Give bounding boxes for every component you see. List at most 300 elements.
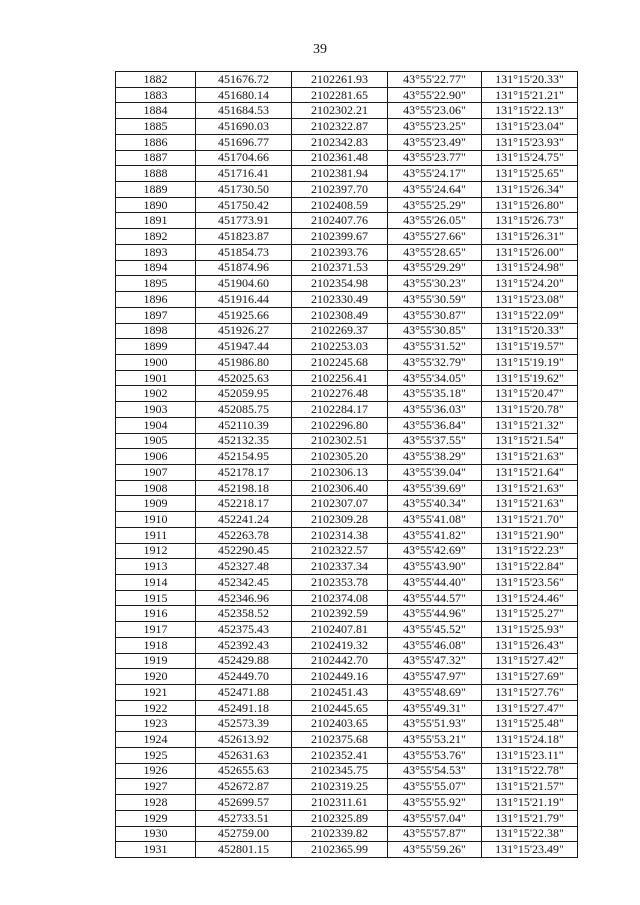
- latitude-cell: 43°55'39.69": [388, 480, 482, 496]
- longitude-cell: 131°15'20.78": [482, 402, 578, 418]
- longitude-cell: 131°15'22.84": [482, 559, 578, 575]
- x-coordinate-cell: 451750.42: [196, 197, 292, 213]
- point-number-cell: 1883: [116, 87, 196, 103]
- latitude-cell: 43°55'53.21": [388, 732, 482, 748]
- x-coordinate-cell: 451684.53: [196, 103, 292, 119]
- x-coordinate-cell: 451925.66: [196, 307, 292, 323]
- table-row: [116, 575, 578, 591]
- x-coordinate-cell: 452263.78: [196, 527, 292, 543]
- x-coordinate-cell: 452449.70: [196, 669, 292, 685]
- x-coordinate-cell: 452241.24: [196, 512, 292, 528]
- x-coordinate-cell: 451916.44: [196, 292, 292, 308]
- table-row: [116, 842, 578, 858]
- latitude-cell: 43°55'30.59": [388, 292, 482, 308]
- table-row: [116, 354, 578, 370]
- latitude-cell: 43°55'54.53": [388, 763, 482, 779]
- point-number-cell: 1912: [116, 543, 196, 559]
- longitude-cell: 131°15'22.38": [482, 826, 578, 842]
- y-coordinate-cell: 2102307.07: [292, 496, 388, 512]
- longitude-cell: 131°15'23.04": [482, 119, 578, 135]
- y-coordinate-cell: 2102371.53: [292, 260, 388, 276]
- table-row: [116, 606, 578, 622]
- longitude-cell: 131°15'24.98": [482, 260, 578, 276]
- longitude-cell: 131°15'20.33": [482, 72, 578, 88]
- latitude-cell: 43°55'43.90": [388, 559, 482, 575]
- longitude-cell: 131°15'21.79": [482, 810, 578, 826]
- point-number-cell: 1920: [116, 669, 196, 685]
- coordinates-table: [115, 71, 578, 858]
- y-coordinate-cell: 2102322.57: [292, 543, 388, 559]
- y-coordinate-cell: 2102374.08: [292, 590, 388, 606]
- y-coordinate-cell: 2102442.70: [292, 653, 388, 669]
- x-coordinate-cell: 451904.60: [196, 276, 292, 292]
- longitude-cell: 131°15'21.90": [482, 527, 578, 543]
- longitude-cell: 131°15'20.33": [482, 323, 578, 339]
- table-row: [116, 747, 578, 763]
- y-coordinate-cell: 2102352.41: [292, 747, 388, 763]
- table-row: [116, 763, 578, 779]
- y-coordinate-cell: 2102407.76: [292, 213, 388, 229]
- y-coordinate-cell: 2102302.51: [292, 433, 388, 449]
- longitude-cell: 131°15'21.54": [482, 433, 578, 449]
- longitude-cell: 131°15'26.34": [482, 182, 578, 198]
- y-coordinate-cell: 2102319.25: [292, 779, 388, 795]
- x-coordinate-cell: 452218.17: [196, 496, 292, 512]
- x-coordinate-cell: 452613.92: [196, 732, 292, 748]
- y-coordinate-cell: 2102306.40: [292, 480, 388, 496]
- x-coordinate-cell: 452375.43: [196, 622, 292, 638]
- table-row: [116, 166, 578, 182]
- point-number-cell: 1928: [116, 795, 196, 811]
- point-number-cell: 1917: [116, 622, 196, 638]
- latitude-cell: 43°55'59.26": [388, 842, 482, 858]
- y-coordinate-cell: 2102339.82: [292, 826, 388, 842]
- latitude-cell: 43°55'31.52": [388, 339, 482, 355]
- table-row: [116, 496, 578, 512]
- latitude-cell: 43°55'45.52": [388, 622, 482, 638]
- latitude-cell: 43°55'24.64": [388, 182, 482, 198]
- latitude-cell: 43°55'44.96": [388, 606, 482, 622]
- point-number-cell: 1889: [116, 182, 196, 198]
- latitude-cell: 43°55'57.87": [388, 826, 482, 842]
- latitude-cell: 43°55'55.92": [388, 795, 482, 811]
- longitude-cell: 131°15'21.21": [482, 87, 578, 103]
- table-row: [116, 197, 578, 213]
- point-number-cell: 1896: [116, 292, 196, 308]
- point-number-cell: 1914: [116, 575, 196, 591]
- table-row: [116, 307, 578, 323]
- point-number-cell: 1915: [116, 590, 196, 606]
- longitude-cell: 131°15'22.23": [482, 543, 578, 559]
- longitude-cell: 131°15'23.49": [482, 842, 578, 858]
- point-number-cell: 1908: [116, 480, 196, 496]
- latitude-cell: 43°55'47.32": [388, 653, 482, 669]
- y-coordinate-cell: 2102309.28: [292, 512, 388, 528]
- longitude-cell: 131°15'26.80": [482, 197, 578, 213]
- table-row: [116, 590, 578, 606]
- table-row: [116, 480, 578, 496]
- x-coordinate-cell: 452672.87: [196, 779, 292, 795]
- longitude-cell: 131°15'27.47": [482, 700, 578, 716]
- point-number-cell: 1897: [116, 307, 196, 323]
- latitude-cell: 43°55'23.77": [388, 150, 482, 166]
- y-coordinate-cell: 2102245.68: [292, 354, 388, 370]
- latitude-cell: 43°55'53.76": [388, 747, 482, 763]
- table-row: [116, 527, 578, 543]
- table-row: [116, 182, 578, 198]
- latitude-cell: 43°55'22.90": [388, 87, 482, 103]
- y-coordinate-cell: 2102306.13: [292, 464, 388, 480]
- table-row: [116, 370, 578, 386]
- longitude-cell: 131°15'21.32": [482, 417, 578, 433]
- y-coordinate-cell: 2102284.17: [292, 402, 388, 418]
- y-coordinate-cell: 2102296.80: [292, 417, 388, 433]
- table-row: [116, 669, 578, 685]
- longitude-cell: 131°15'24.20": [482, 276, 578, 292]
- point-number-cell: 1893: [116, 244, 196, 260]
- latitude-cell: 43°55'41.08": [388, 512, 482, 528]
- table-row: [116, 134, 578, 150]
- x-coordinate-cell: 452059.95: [196, 386, 292, 402]
- point-number-cell: 1898: [116, 323, 196, 339]
- point-number-cell: 1913: [116, 559, 196, 575]
- latitude-cell: 43°55'51.93": [388, 716, 482, 732]
- table-row: [116, 339, 578, 355]
- latitude-cell: 43°55'34.05": [388, 370, 482, 386]
- point-number-cell: 1888: [116, 166, 196, 182]
- x-coordinate-cell: 451926.27: [196, 323, 292, 339]
- point-number-cell: 1924: [116, 732, 196, 748]
- latitude-cell: 43°55'37.55": [388, 433, 482, 449]
- x-coordinate-cell: 452801.15: [196, 842, 292, 858]
- latitude-cell: 43°55'38.29": [388, 449, 482, 465]
- longitude-cell: 131°15'19.62": [482, 370, 578, 386]
- point-number-cell: 1886: [116, 134, 196, 150]
- y-coordinate-cell: 2102399.67: [292, 229, 388, 245]
- table-row: [116, 700, 578, 716]
- x-coordinate-cell: 452110.39: [196, 417, 292, 433]
- longitude-cell: 131°15'24.18": [482, 732, 578, 748]
- latitude-cell: 43°55'32.79": [388, 354, 482, 370]
- longitude-cell: 131°15'22.78": [482, 763, 578, 779]
- latitude-cell: 43°55'26.05": [388, 213, 482, 229]
- latitude-cell: 43°55'35.18": [388, 386, 482, 402]
- latitude-cell: 43°55'44.57": [388, 590, 482, 606]
- table-row: [116, 213, 578, 229]
- latitude-cell: 43°55'48.69": [388, 685, 482, 701]
- x-coordinate-cell: 452290.45: [196, 543, 292, 559]
- table-row: [116, 244, 578, 260]
- table-row: [116, 826, 578, 842]
- x-coordinate-cell: 451986.80: [196, 354, 292, 370]
- table-row: [116, 449, 578, 465]
- longitude-cell: 131°15'21.63": [482, 480, 578, 496]
- table-row: [116, 402, 578, 418]
- y-coordinate-cell: 2102353.78: [292, 575, 388, 591]
- y-coordinate-cell: 2102308.49: [292, 307, 388, 323]
- x-coordinate-cell: 451696.77: [196, 134, 292, 150]
- table-row: [116, 810, 578, 826]
- longitude-cell: 131°15'19.57": [482, 339, 578, 355]
- x-coordinate-cell: 451690.03: [196, 119, 292, 135]
- longitude-cell: 131°15'27.69": [482, 669, 578, 685]
- x-coordinate-cell: 451716.41: [196, 166, 292, 182]
- latitude-cell: 43°55'44.40": [388, 575, 482, 591]
- x-coordinate-cell: 451874.96: [196, 260, 292, 276]
- longitude-cell: 131°15'25.48": [482, 716, 578, 732]
- x-coordinate-cell: 451676.72: [196, 72, 292, 88]
- point-number-cell: 1903: [116, 402, 196, 418]
- x-coordinate-cell: 452342.45: [196, 575, 292, 591]
- x-coordinate-cell: 451947.44: [196, 339, 292, 355]
- x-coordinate-cell: 452025.63: [196, 370, 292, 386]
- x-coordinate-cell: 452429.88: [196, 653, 292, 669]
- longitude-cell: 131°15'26.00": [482, 244, 578, 260]
- longitude-cell: 131°15'25.65": [482, 166, 578, 182]
- y-coordinate-cell: 2102345.75: [292, 763, 388, 779]
- longitude-cell: 131°15'22.13": [482, 103, 578, 119]
- latitude-cell: 43°55'23.06": [388, 103, 482, 119]
- y-coordinate-cell: 2102302.21: [292, 103, 388, 119]
- x-coordinate-cell: 452491.18: [196, 700, 292, 716]
- point-number-cell: 1923: [116, 716, 196, 732]
- table-row: [116, 464, 578, 480]
- longitude-cell: 131°15'24.75": [482, 150, 578, 166]
- x-coordinate-cell: 451730.50: [196, 182, 292, 198]
- point-number-cell: 1887: [116, 150, 196, 166]
- point-number-cell: 1926: [116, 763, 196, 779]
- latitude-cell: 43°55'29.29": [388, 260, 482, 276]
- y-coordinate-cell: 2102305.20: [292, 449, 388, 465]
- coordinates-table-body: [116, 72, 578, 858]
- longitude-cell: 131°15'26.43": [482, 637, 578, 653]
- table-row: [116, 103, 578, 119]
- table-row: [116, 119, 578, 135]
- table-row: [116, 559, 578, 575]
- x-coordinate-cell: 451773.91: [196, 213, 292, 229]
- y-coordinate-cell: 2102445.65: [292, 700, 388, 716]
- x-coordinate-cell: 452358.52: [196, 606, 292, 622]
- x-coordinate-cell: 452655.63: [196, 763, 292, 779]
- table-row: [116, 653, 578, 669]
- longitude-cell: 131°15'20.47": [482, 386, 578, 402]
- x-coordinate-cell: 452573.39: [196, 716, 292, 732]
- latitude-cell: 43°55'27.66": [388, 229, 482, 245]
- longitude-cell: 131°15'27.76": [482, 685, 578, 701]
- y-coordinate-cell: 2102408.59: [292, 197, 388, 213]
- y-coordinate-cell: 2102449.16: [292, 669, 388, 685]
- table-row: [116, 716, 578, 732]
- point-number-cell: 1900: [116, 354, 196, 370]
- y-coordinate-cell: 2102322.87: [292, 119, 388, 135]
- x-coordinate-cell: 452392.43: [196, 637, 292, 653]
- x-coordinate-cell: 452471.88: [196, 685, 292, 701]
- latitude-cell: 43°55'30.85": [388, 323, 482, 339]
- y-coordinate-cell: 2102342.83: [292, 134, 388, 150]
- latitude-cell: 43°55'23.49": [388, 134, 482, 150]
- x-coordinate-cell: 452733.51: [196, 810, 292, 826]
- point-number-cell: 1911: [116, 527, 196, 543]
- point-number-cell: 1916: [116, 606, 196, 622]
- point-number-cell: 1892: [116, 229, 196, 245]
- table-row: [116, 386, 578, 402]
- point-number-cell: 1931: [116, 842, 196, 858]
- point-number-cell: 1919: [116, 653, 196, 669]
- table-row: [116, 323, 578, 339]
- point-number-cell: 1891: [116, 213, 196, 229]
- longitude-cell: 131°15'26.73": [482, 213, 578, 229]
- table-row: [116, 260, 578, 276]
- latitude-cell: 43°55'36.84": [388, 417, 482, 433]
- y-coordinate-cell: 2102261.93: [292, 72, 388, 88]
- table-row: [116, 229, 578, 245]
- point-number-cell: 1907: [116, 464, 196, 480]
- latitude-cell: 43°55'40.34": [388, 496, 482, 512]
- longitude-cell: 131°15'25.27": [482, 606, 578, 622]
- y-coordinate-cell: 2102269.37: [292, 323, 388, 339]
- y-coordinate-cell: 2102419.32: [292, 637, 388, 653]
- x-coordinate-cell: 451680.14: [196, 87, 292, 103]
- point-number-cell: 1910: [116, 512, 196, 528]
- latitude-cell: 43°55'49.31": [388, 700, 482, 716]
- y-coordinate-cell: 2102281.65: [292, 87, 388, 103]
- y-coordinate-cell: 2102407.81: [292, 622, 388, 638]
- x-coordinate-cell: 452631.63: [196, 747, 292, 763]
- longitude-cell: 131°15'27.42": [482, 653, 578, 669]
- longitude-cell: 131°15'23.56": [482, 575, 578, 591]
- y-coordinate-cell: 2102337.34: [292, 559, 388, 575]
- point-number-cell: 1882: [116, 72, 196, 88]
- y-coordinate-cell: 2102276.48: [292, 386, 388, 402]
- point-number-cell: 1890: [116, 197, 196, 213]
- latitude-cell: 43°55'30.87": [388, 307, 482, 323]
- point-number-cell: 1921: [116, 685, 196, 701]
- latitude-cell: 43°55'28.65": [388, 244, 482, 260]
- point-number-cell: 1885: [116, 119, 196, 135]
- x-coordinate-cell: 452759.00: [196, 826, 292, 842]
- x-coordinate-cell: 452154.95: [196, 449, 292, 465]
- latitude-cell: 43°55'46.08": [388, 637, 482, 653]
- longitude-cell: 131°15'21.63": [482, 496, 578, 512]
- x-coordinate-cell: 452327.48: [196, 559, 292, 575]
- y-coordinate-cell: 2102393.76: [292, 244, 388, 260]
- point-number-cell: 1902: [116, 386, 196, 402]
- latitude-cell: 43°55'57.04": [388, 810, 482, 826]
- y-coordinate-cell: 2102397.70: [292, 182, 388, 198]
- x-coordinate-cell: 451854.73: [196, 244, 292, 260]
- point-number-cell: 1895: [116, 276, 196, 292]
- y-coordinate-cell: 2102361.48: [292, 150, 388, 166]
- latitude-cell: 43°55'30.23": [388, 276, 482, 292]
- y-coordinate-cell: 2102256.41: [292, 370, 388, 386]
- longitude-cell: 131°15'26.31": [482, 229, 578, 245]
- x-coordinate-cell: 451823.87: [196, 229, 292, 245]
- point-number-cell: 1905: [116, 433, 196, 449]
- longitude-cell: 131°15'22.09": [482, 307, 578, 323]
- point-number-cell: 1901: [116, 370, 196, 386]
- latitude-cell: 43°55'41.82": [388, 527, 482, 543]
- longitude-cell: 131°15'21.70": [482, 512, 578, 528]
- table-row: [116, 87, 578, 103]
- point-number-cell: 1906: [116, 449, 196, 465]
- latitude-cell: 43°55'25.29": [388, 197, 482, 213]
- table-row: [116, 543, 578, 559]
- longitude-cell: 131°15'21.19": [482, 795, 578, 811]
- point-number-cell: 1904: [116, 417, 196, 433]
- longitude-cell: 131°15'19.19": [482, 354, 578, 370]
- y-coordinate-cell: 2102381.94: [292, 166, 388, 182]
- table-row: [116, 512, 578, 528]
- y-coordinate-cell: 2102311.61: [292, 795, 388, 811]
- longitude-cell: 131°15'24.46": [482, 590, 578, 606]
- latitude-cell: 43°55'36.03": [388, 402, 482, 418]
- point-number-cell: 1909: [116, 496, 196, 512]
- x-coordinate-cell: 452198.18: [196, 480, 292, 496]
- y-coordinate-cell: 2102403.65: [292, 716, 388, 732]
- longitude-cell: 131°15'23.93": [482, 134, 578, 150]
- point-number-cell: 1929: [116, 810, 196, 826]
- longitude-cell: 131°15'23.11": [482, 747, 578, 763]
- latitude-cell: 43°55'22.77": [388, 72, 482, 88]
- point-number-cell: 1927: [116, 779, 196, 795]
- latitude-cell: 43°55'39.04": [388, 464, 482, 480]
- point-number-cell: 1918: [116, 637, 196, 653]
- longitude-cell: 131°15'21.63": [482, 449, 578, 465]
- point-number-cell: 1925: [116, 747, 196, 763]
- x-coordinate-cell: 452178.17: [196, 464, 292, 480]
- latitude-cell: 43°55'23.25": [388, 119, 482, 135]
- table-row: [116, 637, 578, 653]
- y-coordinate-cell: 2102451.43: [292, 685, 388, 701]
- x-coordinate-cell: 451704.66: [196, 150, 292, 166]
- y-coordinate-cell: 2102314.38: [292, 527, 388, 543]
- y-coordinate-cell: 2102325.89: [292, 810, 388, 826]
- latitude-cell: 43°55'42.69": [388, 543, 482, 559]
- x-coordinate-cell: 452699.57: [196, 795, 292, 811]
- longitude-cell: 131°15'21.64": [482, 464, 578, 480]
- longitude-cell: 131°15'21.57": [482, 779, 578, 795]
- table-row: [116, 732, 578, 748]
- latitude-cell: 43°55'47.97": [388, 669, 482, 685]
- point-number-cell: 1884: [116, 103, 196, 119]
- table-row: [116, 795, 578, 811]
- table-row: [116, 276, 578, 292]
- y-coordinate-cell: 2102253.03: [292, 339, 388, 355]
- table-row: [116, 622, 578, 638]
- y-coordinate-cell: 2102354.98: [292, 276, 388, 292]
- table-row: [116, 150, 578, 166]
- table-row: [116, 72, 578, 88]
- x-coordinate-cell: 452346.96: [196, 590, 292, 606]
- table-row: [116, 779, 578, 795]
- table-row: [116, 417, 578, 433]
- x-coordinate-cell: 452132.35: [196, 433, 292, 449]
- longitude-cell: 131°15'25.93": [482, 622, 578, 638]
- point-number-cell: 1930: [116, 826, 196, 842]
- x-coordinate-cell: 452085.75: [196, 402, 292, 418]
- table-row: [116, 433, 578, 449]
- longitude-cell: 131°15'23.08": [482, 292, 578, 308]
- latitude-cell: 43°55'24.17": [388, 166, 482, 182]
- y-coordinate-cell: 2102330.49: [292, 292, 388, 308]
- page-number: 39: [313, 42, 327, 57]
- latitude-cell: 43°55'55.07": [388, 779, 482, 795]
- point-number-cell: 1899: [116, 339, 196, 355]
- y-coordinate-cell: 2102365.99: [292, 842, 388, 858]
- table-row: [116, 685, 578, 701]
- point-number-cell: 1922: [116, 700, 196, 716]
- point-number-cell: 1894: [116, 260, 196, 276]
